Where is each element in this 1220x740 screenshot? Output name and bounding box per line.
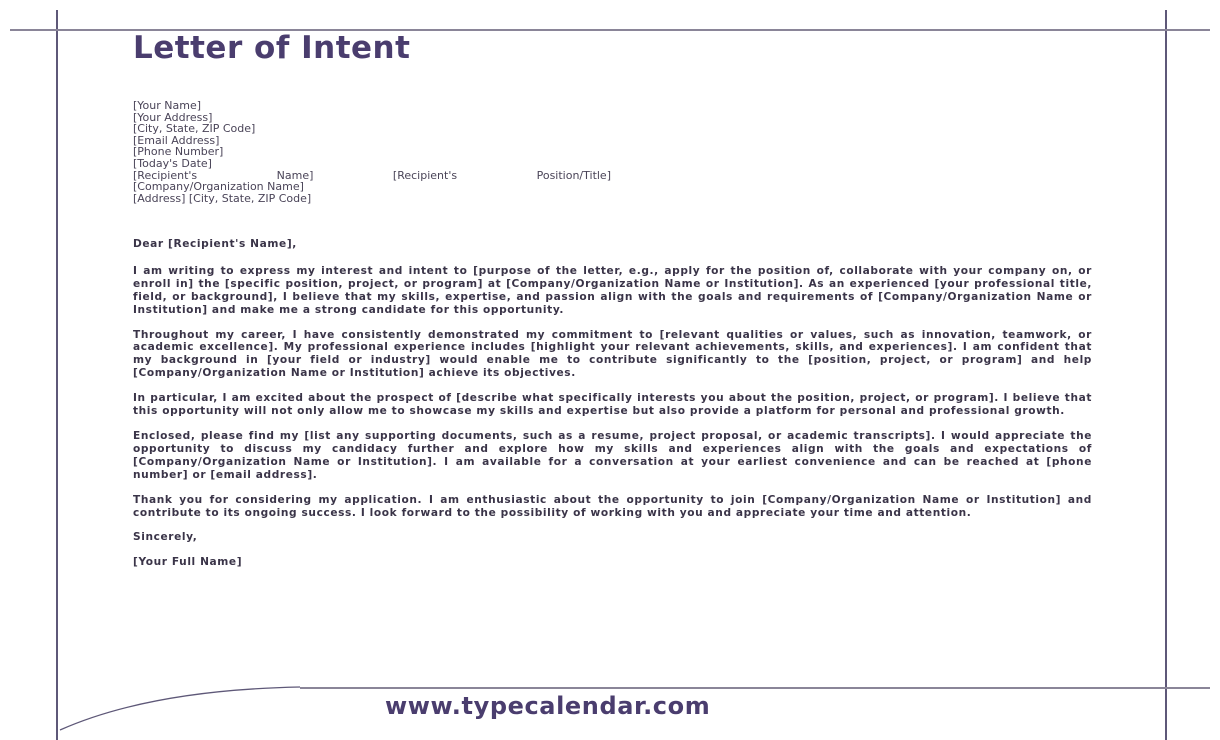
paragraph: Throughout my career, I have consistently demonstrated my commitment to [relevant qualities or values, such as innovation, teamwork, or academic excellence]. My professional experience includes [highlight your relevant achievements, skills, and experiences]. I am confident that my background in [your field or industry] would enable me to contribute significantly to the [position, project, or program] and help [Company/Organization Name or Institution] achieve its objectives. [133, 328, 1092, 380]
document-title: Letter of Intent [133, 30, 411, 66]
right-border-line [1165, 10, 1167, 740]
sender-block [133, 100, 611, 204]
paragraph: Enclosed, please find my [list any supporting documents, such as a resume, project proposal, or academic transcripts]. I would appreciate the opportunity to discuss my candidacy further and explore how my skills and experiences align with the goals and expectations of [Company/Organization Name or Institution]. I am available for a conversation at your earliest convenience and can be reached at [phone number] or [email address]. [133, 429, 1092, 481]
signature: [Your Full Name] [133, 556, 243, 569]
sender-line: [Email Address] [133, 133, 220, 147]
paragraph: I am writing to express my interest and intent to [purpose of the letter, e.g., apply for the position of, collaborate with your company on, or enroll in] the [specific position, project, or program] at [Company/Organization Name or Institution]. As an experienced [your professional title, field, or background], I believe that my skills, expertise, and passion align with the goals and requirements of [Company/Organization Name or Institution] and make me a strong candidate for this opportunity. [133, 264, 1092, 316]
bottom-border-line [300, 687, 1210, 689]
sender-line: [Phone Number] [133, 145, 224, 159]
closing: Sincerely, [133, 531, 198, 544]
greeting: Dear [Recipient's Name], [133, 238, 297, 250]
recipient-line: [Recipient's Name] [Recipient's Position/Title] [133, 168, 611, 182]
recipient-line: [Address] [City, State, ZIP Code] [133, 191, 312, 205]
sender-line: [City, State, ZIP Code] [133, 122, 256, 136]
sender-line: [Your Address] [133, 110, 213, 124]
paragraph: In particular, I am excited about the prospect of [describe what specifically interests you about the position, project, or program]. I believe that this opportunity will not only allow me to showcase my skills and expertise but also provide a platform for personal and professional growth. [133, 392, 1092, 418]
letter-body [133, 238, 1092, 581]
sender-line: [Today's Date] [133, 156, 212, 170]
paragraph: Thank you for considering my application. I am enthusiastic about the opportunity to join [Company/Organization Name or Institution] and contribute to its ongoing success. I look forward to the possibility of working with you and appreciate your time and attention. [133, 493, 1092, 519]
footer-curve [0, 680, 320, 740]
sender-line: [Your Name] [133, 99, 202, 112]
recipient-line: [Company/Organization Name] [133, 180, 304, 194]
left-border-line [56, 10, 58, 740]
footer-website: www.typecalendar.com [385, 692, 711, 720]
